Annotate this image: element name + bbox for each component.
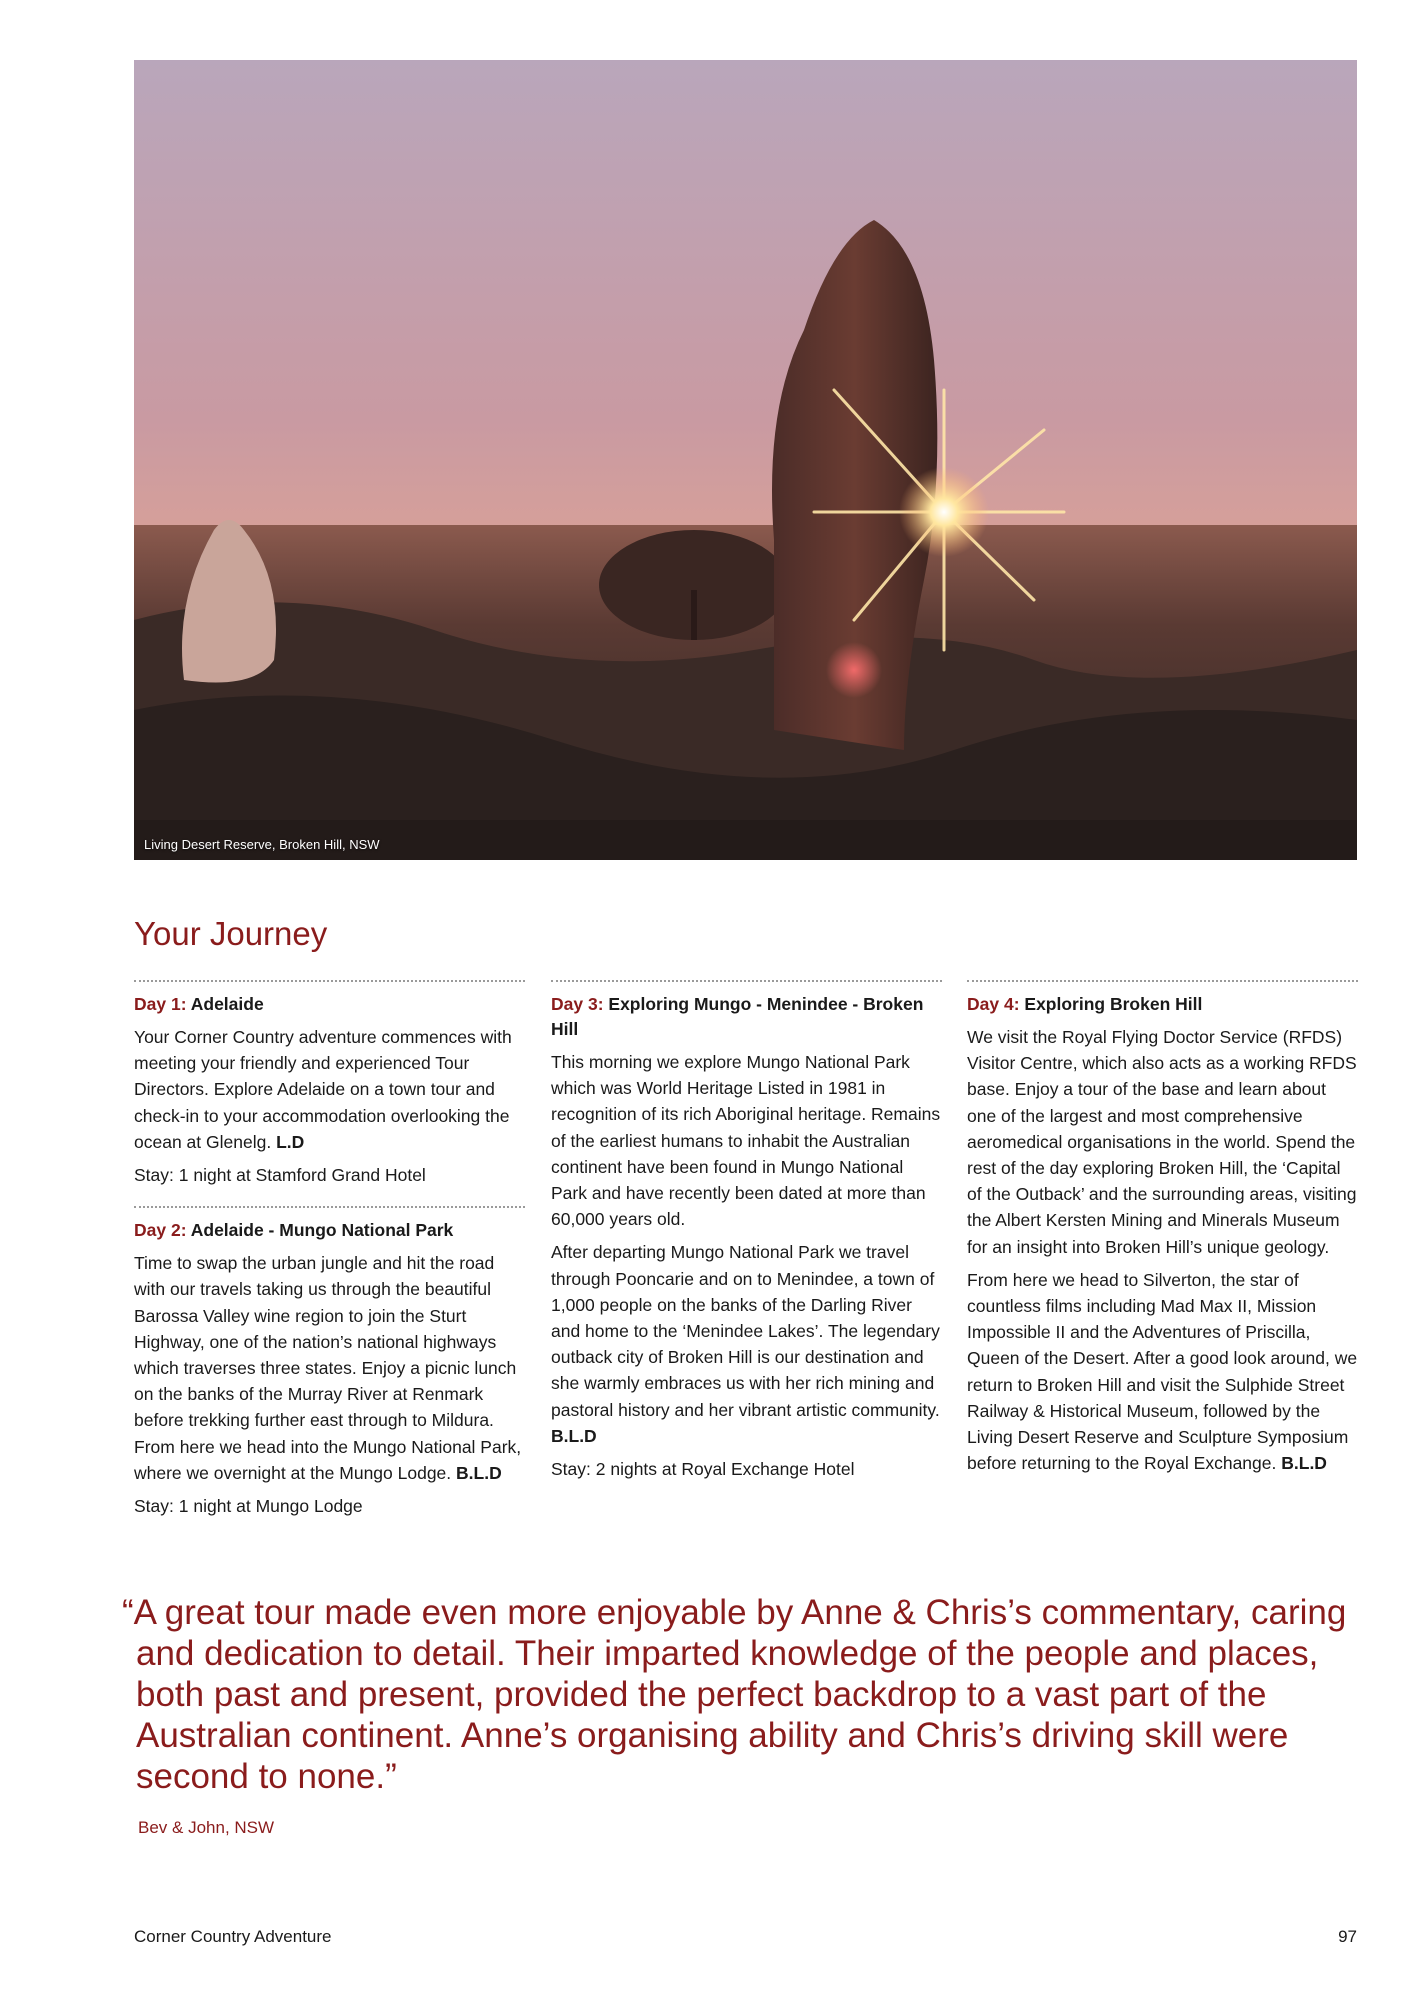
day-label: Day 2: (134, 1220, 187, 1241)
day-description: From here we head to Silverton, the star of countless films including Mad Max II, Mission Impossible II and the Adventures of Priscilla, Queen of the Desert. After a good look around, we return to Broken Hill and visit the Sulphide Street Railway & Historical Museum, followed by the Living Desert Reserve and Sculpture Symposium before returning to the Royal Exchange. B.L.D (967, 1269, 1358, 1474)
meals-code: B.L.D (1281, 1453, 1327, 1474)
day-heading (551, 992, 942, 1042)
day-heading (134, 992, 525, 1017)
sunset-sculpture-illustration (134, 60, 1357, 860)
day-label: Day 3: (551, 994, 604, 1014)
day-description: Your Corner Country adventure commences with meeting your friendly and experienced Tour Directors. Explore Adelaide on a town tour and check-in to your accommodation overlooking the ocean at Glenelg. L.D (134, 1027, 512, 1152)
section-title: Your Journey (134, 915, 328, 952)
testimonial-quote (122, 1592, 1362, 1797)
day-3 (551, 980, 942, 1482)
stay-info: Stay: 1 night at Mungo Lodge (134, 1496, 363, 1517)
day-title: Exploring Mungo - Menindee - Broken Hill (551, 994, 924, 1039)
day-title: Exploring Broken Hill (1024, 994, 1203, 1014)
day-label: Day 1: (134, 994, 187, 1014)
day-description: This morning we explore Mungo National Park which was World Heritage Listed in 1981 in recognition of its rich Aboriginal heritage. Remains of the earliest humans to inhabit the Australian continent have been found in Mungo National Park and have recently been dated at more than 60,000 years old. (551, 1052, 941, 1230)
day-description: Time to swap the urban jungle and hit the road with our travels taking us through the beautiful Barossa Valley wine region to join the Sturt Highway, one of the nation’s national highways which traverses three states. Enjoy a picnic lunch on the banks of the Murray River at Renmark before trekking further east through to Mildura. From here we head into the Mungo National Park, where we overnight at the Mungo Lodge. B.L.D (134, 1253, 522, 1483)
day-heading (967, 992, 1358, 1017)
day-4 (967, 980, 1358, 1476)
meals-code: B.L.D (456, 1462, 502, 1483)
day-heading (134, 1218, 525, 1243)
quote-text: “A great tour made even more enjoyable by Anne & Chris’s commentary, caring and dedication to detail. Their imparted knowledge of the people and places, both past and present, provided the perfect backdrop to a vast part of the Australian continent. Anne’s organising ability and Chris’s driving skill were second to none.” (122, 1593, 1347, 1796)
page-number: 97 (1338, 1927, 1357, 1946)
meals-code: L.D (276, 1131, 305, 1152)
stay-info: Stay: 2 nights at Royal Exchange Hotel (551, 1459, 855, 1480)
itinerary-column-3 (967, 980, 1358, 1494)
footer-title: Corner Country Adventure (134, 1927, 332, 1946)
day-description: After departing Mungo National Park we travel through Pooncarie and on to Menindee, a town of 1,000 people on the banks of the Darling River and home to the ‘Menindee Lakes’. The legendary outback city of Broken Hill is our destination and she warmly embraces us with her rich mining and pastoral history and her vibrant artistic community. B.L.D (551, 1242, 940, 1446)
day-title: Adelaide (190, 994, 264, 1014)
day-description: We visit the Royal Flying Doctor Service (RFDS) Visitor Centre, which also acts as a working RFDS base. Enjoy a tour of the base and learn about one of the largest and most comprehensive aeromedical organisations in the world. Spend the rest of the day exploring Broken Hill, the ‘Capital of the Outback’ and the surrounding areas, visiting the Albert Kersten Mining and Minerals Museum for an insight into Broken Hill’s unique geology. (967, 1027, 1357, 1257)
itinerary-column-1 (134, 980, 525, 1537)
day-2 (134, 1206, 525, 1519)
itinerary-column-2 (551, 980, 942, 1500)
day-title: Adelaide - Mungo National Park (190, 1220, 454, 1241)
stay-info: Stay: 1 night at Stamford Grand Hotel (134, 1165, 426, 1186)
testimonial-attribution: Bev & John, NSW (138, 1818, 275, 1837)
day-1 (134, 980, 525, 1188)
hero-photo (134, 60, 1357, 860)
day-label: Day 4: (967, 994, 1020, 1014)
meals-code: B.L.D (551, 1425, 597, 1446)
photo-caption: Living Desert Reserve, Broken Hill, NSW (144, 837, 380, 852)
